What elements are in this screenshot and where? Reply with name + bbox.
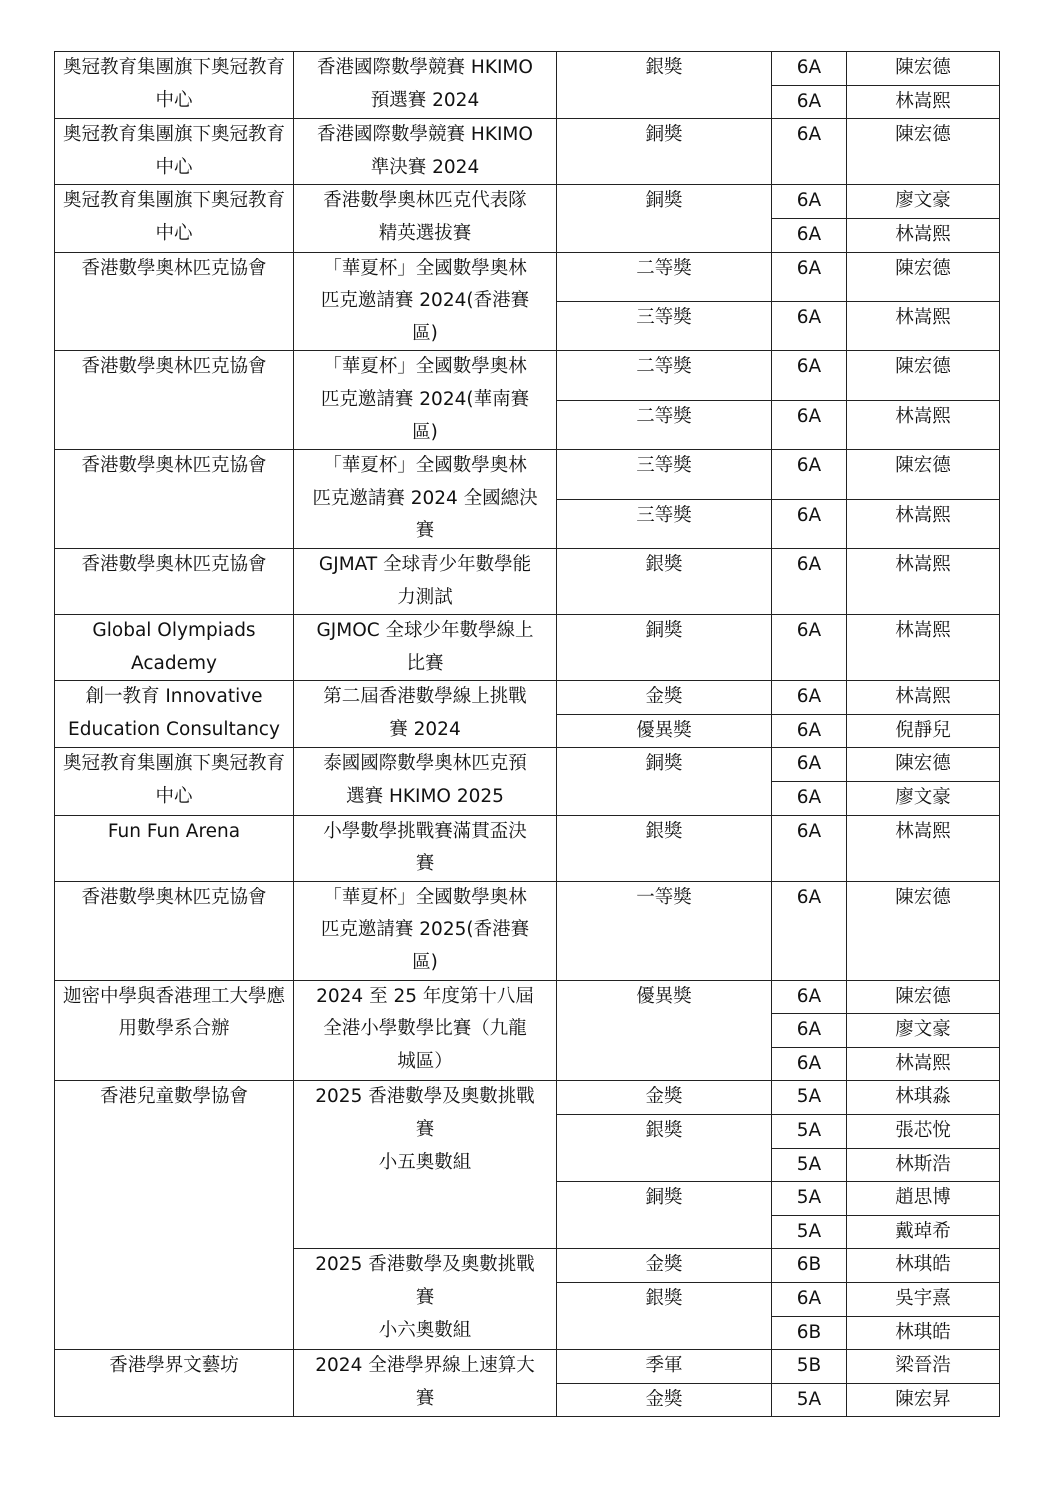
class-cell	[772, 1383, 847, 1417]
competition-line: 「華夏杯」全國數學奧林	[323, 356, 527, 378]
award-cell	[557, 714, 772, 748]
student-name-cell	[847, 815, 1000, 881]
student-name-cell	[847, 1215, 1000, 1249]
competition-cell	[294, 351, 557, 450]
student-name-cell	[847, 301, 1000, 350]
student-name-cell	[847, 1383, 1000, 1417]
competition-line: GJMOC 全球少年數學線上	[316, 620, 534, 642]
class-cell	[772, 351, 847, 400]
class-cell	[772, 748, 847, 782]
competition-cell	[294, 52, 557, 119]
class-text: 6A	[796, 1052, 822, 1074]
class-text: 6A	[796, 820, 822, 842]
organizer-text: 香港學界文藝坊	[109, 1355, 239, 1377]
award-cell	[557, 1182, 772, 1249]
class-text: 6A	[796, 90, 822, 112]
competition-line: 「華夏杯」全國數學奧林	[323, 257, 527, 279]
competition-line: 匹克邀請賽 2024(華南賽	[320, 388, 530, 410]
competition-cell	[294, 615, 557, 681]
organizer-cell	[55, 119, 294, 185]
class-cell	[772, 185, 847, 219]
student-name: 林琪皓	[895, 1321, 951, 1343]
award-text: 金獎	[645, 1388, 683, 1410]
class-cell	[772, 615, 847, 681]
organizer-cell	[55, 1081, 294, 1350]
class-text: 5B	[796, 1355, 822, 1377]
awards-table	[54, 51, 1000, 1417]
class-cell	[772, 85, 847, 119]
student-name: 林琪皓	[895, 1254, 951, 1276]
student-name-cell	[847, 252, 1000, 301]
student-name: 林嵩熙	[895, 504, 951, 526]
student-name-cell	[847, 1249, 1000, 1283]
organizer-text: 奧冠教育集團旗下奧冠教育中心	[62, 57, 285, 111]
table-row	[55, 980, 1000, 1014]
student-name-cell	[847, 1081, 1000, 1115]
class-cell	[772, 218, 847, 252]
student-name: 陳宏德	[895, 57, 951, 78]
competition-cell	[294, 1249, 557, 1350]
class-text: 6A	[796, 719, 822, 741]
student-name: 林嵩熙	[895, 553, 951, 575]
class-cell	[772, 301, 847, 350]
student-name: 林嵩熙	[895, 686, 951, 708]
student-name: 吳宇熹	[895, 1287, 951, 1309]
awards-table-body	[55, 52, 1000, 1417]
table-row	[55, 1350, 1000, 1384]
competition-line: 比賽	[406, 652, 444, 674]
competition-line: 小六奧數組	[378, 1319, 472, 1341]
competition-line: 賽	[415, 853, 435, 875]
organizer-text: 奧冠教育集團旗下奧冠教育中心	[62, 190, 285, 244]
award-cell	[557, 748, 772, 815]
award-text: 銅獎	[645, 620, 683, 642]
competition-line: 匹克邀請賽 2024 全國總決	[312, 487, 538, 509]
student-name: 陳宏德	[895, 124, 951, 146]
student-name-cell	[847, 1148, 1000, 1182]
award-text: 銀獎	[645, 57, 683, 78]
student-name: 梁晉浩	[895, 1355, 951, 1377]
organizer-cell	[55, 52, 294, 119]
award-text: 二等獎	[636, 356, 692, 378]
student-name: 廖文豪	[895, 787, 951, 809]
class-text: 6A	[796, 1287, 822, 1309]
student-name-cell	[847, 548, 1000, 614]
competition-line: 賽 2024	[389, 718, 461, 740]
competition-line: 「華夏杯」全國數學奧林	[323, 886, 527, 908]
class-text: 6B	[796, 1321, 822, 1343]
organizer-cell	[55, 450, 294, 549]
student-name: 陳宏德	[895, 455, 951, 477]
competition-cell	[294, 980, 557, 1081]
class-text: 5A	[796, 1220, 822, 1242]
award-text: 三等獎	[636, 306, 692, 328]
award-text: 銀獎	[645, 1120, 683, 1141]
competition-line: 準決賽 2024	[370, 156, 480, 178]
student-name-cell	[847, 1115, 1000, 1149]
award-cell	[557, 1350, 772, 1384]
class-cell	[772, 1350, 847, 1384]
organizer-cell	[55, 252, 294, 351]
class-text: 6A	[796, 257, 822, 279]
student-name-cell	[847, 1282, 1000, 1316]
student-name: 戴琸希	[895, 1220, 951, 1242]
student-name: 林嵩熙	[895, 405, 951, 427]
award-cell	[557, 252, 772, 301]
class-text: 5A	[796, 1187, 822, 1209]
student-name: 陳宏德	[895, 985, 951, 1007]
organizer-cell	[55, 185, 294, 252]
organizer-text: 香港數學奧林匹克協會	[81, 257, 267, 279]
organizer-text: 香港數學奧林匹克協會	[81, 356, 267, 378]
competition-line: 匹克邀請賽 2024(香港賽	[320, 290, 530, 312]
award-text: 金獎	[645, 1086, 683, 1108]
competition-line: 香港數學奧林匹克代表隊	[323, 190, 527, 212]
award-cell	[557, 1282, 772, 1349]
competition-line: 選賽 HKIMO 2025	[346, 786, 504, 808]
award-text: 二等獎	[636, 405, 692, 427]
class-cell	[772, 980, 847, 1014]
competition-line: 賽	[415, 1286, 435, 1308]
competition-line: 預選賽 2024	[370, 89, 480, 111]
student-name: 林嵩熙	[895, 1052, 951, 1074]
class-cell	[772, 499, 847, 548]
award-text: 三等獎	[636, 504, 692, 526]
organizer-text: 奧冠教育集團旗下奧冠教育中心	[62, 753, 285, 808]
class-text: 6A	[796, 620, 822, 642]
organizer-text: 香港兒童數學協會	[99, 1086, 248, 1108]
table-row	[55, 815, 1000, 881]
organizer-cell	[55, 351, 294, 450]
class-text: 6B	[796, 1254, 822, 1276]
competition-line: 香港國際數學競賽 HKIMO	[317, 124, 533, 146]
award-cell	[557, 615, 772, 681]
organizer-cell	[55, 980, 294, 1081]
class-text: 6A	[796, 1019, 822, 1041]
student-name-cell	[847, 1014, 1000, 1048]
student-name: 林嵩熙	[895, 306, 951, 328]
organizer-text: 創一教育 Innovative Education Consultancy	[68, 686, 280, 740]
award-text: 銅獎	[645, 1187, 683, 1209]
class-text: 5A	[796, 1388, 822, 1410]
class-cell	[772, 400, 847, 449]
table-row	[55, 881, 1000, 980]
award-cell	[557, 450, 772, 499]
competition-line: 小學數學挑戰賽滿貫盃決	[323, 820, 527, 842]
competition-cell	[294, 748, 557, 815]
student-name: 陳宏德	[895, 753, 951, 775]
award-cell	[557, 1081, 772, 1115]
competition-line: 賽	[415, 1387, 435, 1409]
class-text: 6A	[796, 455, 822, 477]
student-name: 林嵩熙	[895, 90, 951, 112]
class-cell	[772, 1316, 847, 1350]
competition-line: 小五奧數組	[378, 1151, 472, 1173]
award-text: 金獎	[645, 1254, 683, 1276]
award-cell	[557, 185, 772, 252]
class-cell	[772, 1215, 847, 1249]
competition-line: 2025 香港數學及奧數挑戰	[315, 1086, 535, 1108]
competition-line: GJMAT 全球青少年數學能	[318, 553, 532, 575]
organizer-text: Fun Fun Arena	[107, 820, 241, 842]
table-row	[55, 119, 1000, 185]
student-name-cell	[847, 450, 1000, 499]
table-row	[55, 351, 1000, 400]
class-cell	[772, 714, 847, 748]
organizer-cell	[55, 881, 294, 980]
competition-cell	[294, 548, 557, 614]
competition-line: 精英選拔賽	[378, 222, 472, 244]
award-text: 優異獎	[636, 719, 692, 741]
class-cell	[772, 450, 847, 499]
class-text: 6A	[796, 405, 822, 427]
award-text: 三等獎	[636, 455, 692, 477]
class-text: 6A	[796, 985, 822, 1007]
student-name-cell	[847, 980, 1000, 1014]
student-name: 林嵩熙	[895, 620, 951, 642]
student-name: 陳宏德	[895, 886, 951, 908]
competition-cell	[294, 815, 557, 881]
award-cell	[557, 815, 772, 881]
award-cell	[557, 119, 772, 185]
competition-cell	[294, 450, 557, 549]
competition-cell	[294, 252, 557, 351]
competition-line: 泰國國際數學奧林匹克預	[323, 753, 527, 775]
award-cell	[557, 1249, 772, 1283]
award-text: 銅獎	[645, 190, 683, 212]
student-name: 林琪淼	[895, 1086, 951, 1108]
class-cell	[772, 1047, 847, 1081]
award-text: 季軍	[645, 1355, 683, 1377]
student-name: 林嵩熙	[895, 820, 951, 842]
organizer-cell	[55, 681, 294, 748]
class-cell	[772, 815, 847, 881]
student-name-cell	[847, 52, 1000, 86]
award-cell	[557, 681, 772, 715]
class-text: 6A	[796, 504, 822, 526]
competition-line: 賽	[415, 1119, 435, 1140]
award-cell	[557, 351, 772, 400]
competition-cell	[294, 119, 557, 185]
table-row	[55, 548, 1000, 614]
competition-line: 賽	[415, 520, 435, 542]
award-cell	[557, 52, 772, 119]
class-text: 5A	[796, 1153, 822, 1175]
competition-cell	[294, 881, 557, 980]
class-cell	[772, 1182, 847, 1216]
award-cell	[557, 400, 772, 449]
competition-line: 城區）	[397, 1050, 453, 1072]
class-text: 6A	[796, 787, 822, 809]
class-text: 6A	[796, 190, 822, 212]
competition-line: 2024 全港學界線上速算大	[315, 1355, 535, 1377]
class-cell	[772, 881, 847, 980]
competition-line: 區)	[412, 952, 438, 974]
student-name-cell	[847, 119, 1000, 185]
organizer-cell	[55, 748, 294, 815]
organizer-text: 迦密中學與香港理工大學應用數學系合辦	[62, 985, 285, 1040]
student-name-cell	[847, 714, 1000, 748]
student-name-cell	[847, 85, 1000, 119]
student-name: 倪靜兒	[895, 719, 951, 741]
award-cell	[557, 980, 772, 1081]
student-name: 陳宏德	[895, 356, 951, 378]
competition-line: 匹克邀請賽 2025(香港賽	[320, 919, 530, 941]
award-cell	[557, 548, 772, 614]
class-cell	[772, 782, 847, 816]
student-name: 廖文豪	[895, 1019, 951, 1041]
student-name: 林斯浩	[895, 1153, 951, 1175]
award-cell	[557, 1383, 772, 1417]
competition-line: 「華夏杯」全國數學奧林	[323, 455, 527, 477]
organizer-text: 香港數學奧林匹克協會	[81, 455, 267, 477]
student-name-cell	[847, 218, 1000, 252]
class-cell	[772, 1081, 847, 1115]
class-cell	[772, 1148, 847, 1182]
competition-cell	[294, 1350, 557, 1417]
student-name: 陳宏德	[895, 257, 951, 279]
organizer-text: Global Olympiads Academy	[92, 620, 256, 674]
competition-line: 2025 香港數學及奧數挑戰	[315, 1254, 535, 1276]
competition-cell	[294, 185, 557, 252]
student-name-cell	[847, 681, 1000, 715]
class-cell	[772, 52, 847, 86]
class-cell	[772, 1282, 847, 1316]
award-text: 一等獎	[636, 886, 692, 908]
student-name: 趙思博	[895, 1187, 951, 1209]
class-cell	[772, 1115, 847, 1149]
award-text: 二等獎	[636, 257, 692, 279]
award-text: 銀獎	[645, 553, 683, 575]
table-row	[55, 252, 1000, 301]
student-name-cell	[847, 499, 1000, 548]
class-text: 6A	[796, 57, 822, 78]
organizer-text: 奧冠教育集團旗下奧冠教育中心	[62, 124, 285, 178]
award-text: 銀獎	[645, 1287, 683, 1309]
organizer-text: 香港數學奧林匹克協會	[81, 886, 267, 908]
award-text: 優異獎	[636, 985, 692, 1007]
class-cell	[772, 119, 847, 185]
class-cell	[772, 681, 847, 715]
student-name-cell	[847, 400, 1000, 449]
student-name-cell	[847, 1350, 1000, 1384]
competition-line: 區)	[412, 421, 438, 443]
table-row	[55, 1081, 1000, 1115]
organizer-cell	[55, 1350, 294, 1417]
table-row	[55, 615, 1000, 681]
class-text: 6A	[796, 223, 822, 245]
table-row	[55, 748, 1000, 782]
award-cell	[557, 1115, 772, 1182]
class-cell	[772, 252, 847, 301]
student-name: 林嵩熙	[895, 223, 951, 245]
student-name-cell	[847, 615, 1000, 681]
student-name-cell	[847, 351, 1000, 400]
student-name-cell	[847, 782, 1000, 816]
competition-line: 全港小學數學比賽（九龍	[323, 1018, 527, 1040]
student-name-cell	[847, 185, 1000, 219]
competition-cell	[294, 681, 557, 748]
award-text: 銅獎	[645, 124, 683, 146]
competition-line: 第二屆香港數學線上挑戰	[323, 686, 527, 708]
competition-cell	[294, 1081, 557, 1249]
table-row	[55, 185, 1000, 219]
table-row	[55, 681, 1000, 715]
award-cell	[557, 499, 772, 548]
organizer-cell	[55, 815, 294, 881]
class-text: 5A	[796, 1086, 822, 1108]
student-name: 張芯悅	[895, 1120, 951, 1141]
student-name-cell	[847, 881, 1000, 980]
class-text: 6A	[796, 306, 822, 328]
student-name-cell	[847, 1182, 1000, 1216]
award-text: 金獎	[645, 686, 683, 708]
table-row	[55, 450, 1000, 499]
class-text: 6A	[796, 356, 822, 378]
organizer-text: 香港數學奧林匹克協會	[81, 553, 267, 575]
student-name: 廖文豪	[895, 190, 951, 212]
competition-line: 區)	[412, 322, 438, 344]
class-text: 6A	[796, 886, 822, 908]
class-text: 5A	[796, 1120, 822, 1141]
award-cell	[557, 301, 772, 350]
award-cell	[557, 881, 772, 980]
competition-line: 力測試	[397, 586, 453, 608]
class-cell	[772, 1014, 847, 1048]
organizer-cell	[55, 548, 294, 614]
table-row	[55, 52, 1000, 86]
student-name-cell	[847, 1047, 1000, 1081]
student-name-cell	[847, 748, 1000, 782]
class-cell	[772, 1249, 847, 1283]
student-name-cell	[847, 1316, 1000, 1350]
competition-line: 香港國際數學競賽 HKIMO	[317, 57, 533, 78]
class-text: 6A	[796, 753, 822, 775]
student-name: 陳宏昇	[895, 1388, 951, 1410]
class-cell	[772, 548, 847, 614]
organizer-cell	[55, 615, 294, 681]
class-text: 6A	[796, 686, 822, 708]
competition-line: 2024 至 25 年度第十八屆	[316, 985, 534, 1007]
award-text: 銅獎	[645, 753, 683, 775]
class-text: 6A	[796, 553, 822, 575]
award-text: 銀獎	[645, 820, 683, 842]
class-text: 6A	[796, 124, 822, 146]
